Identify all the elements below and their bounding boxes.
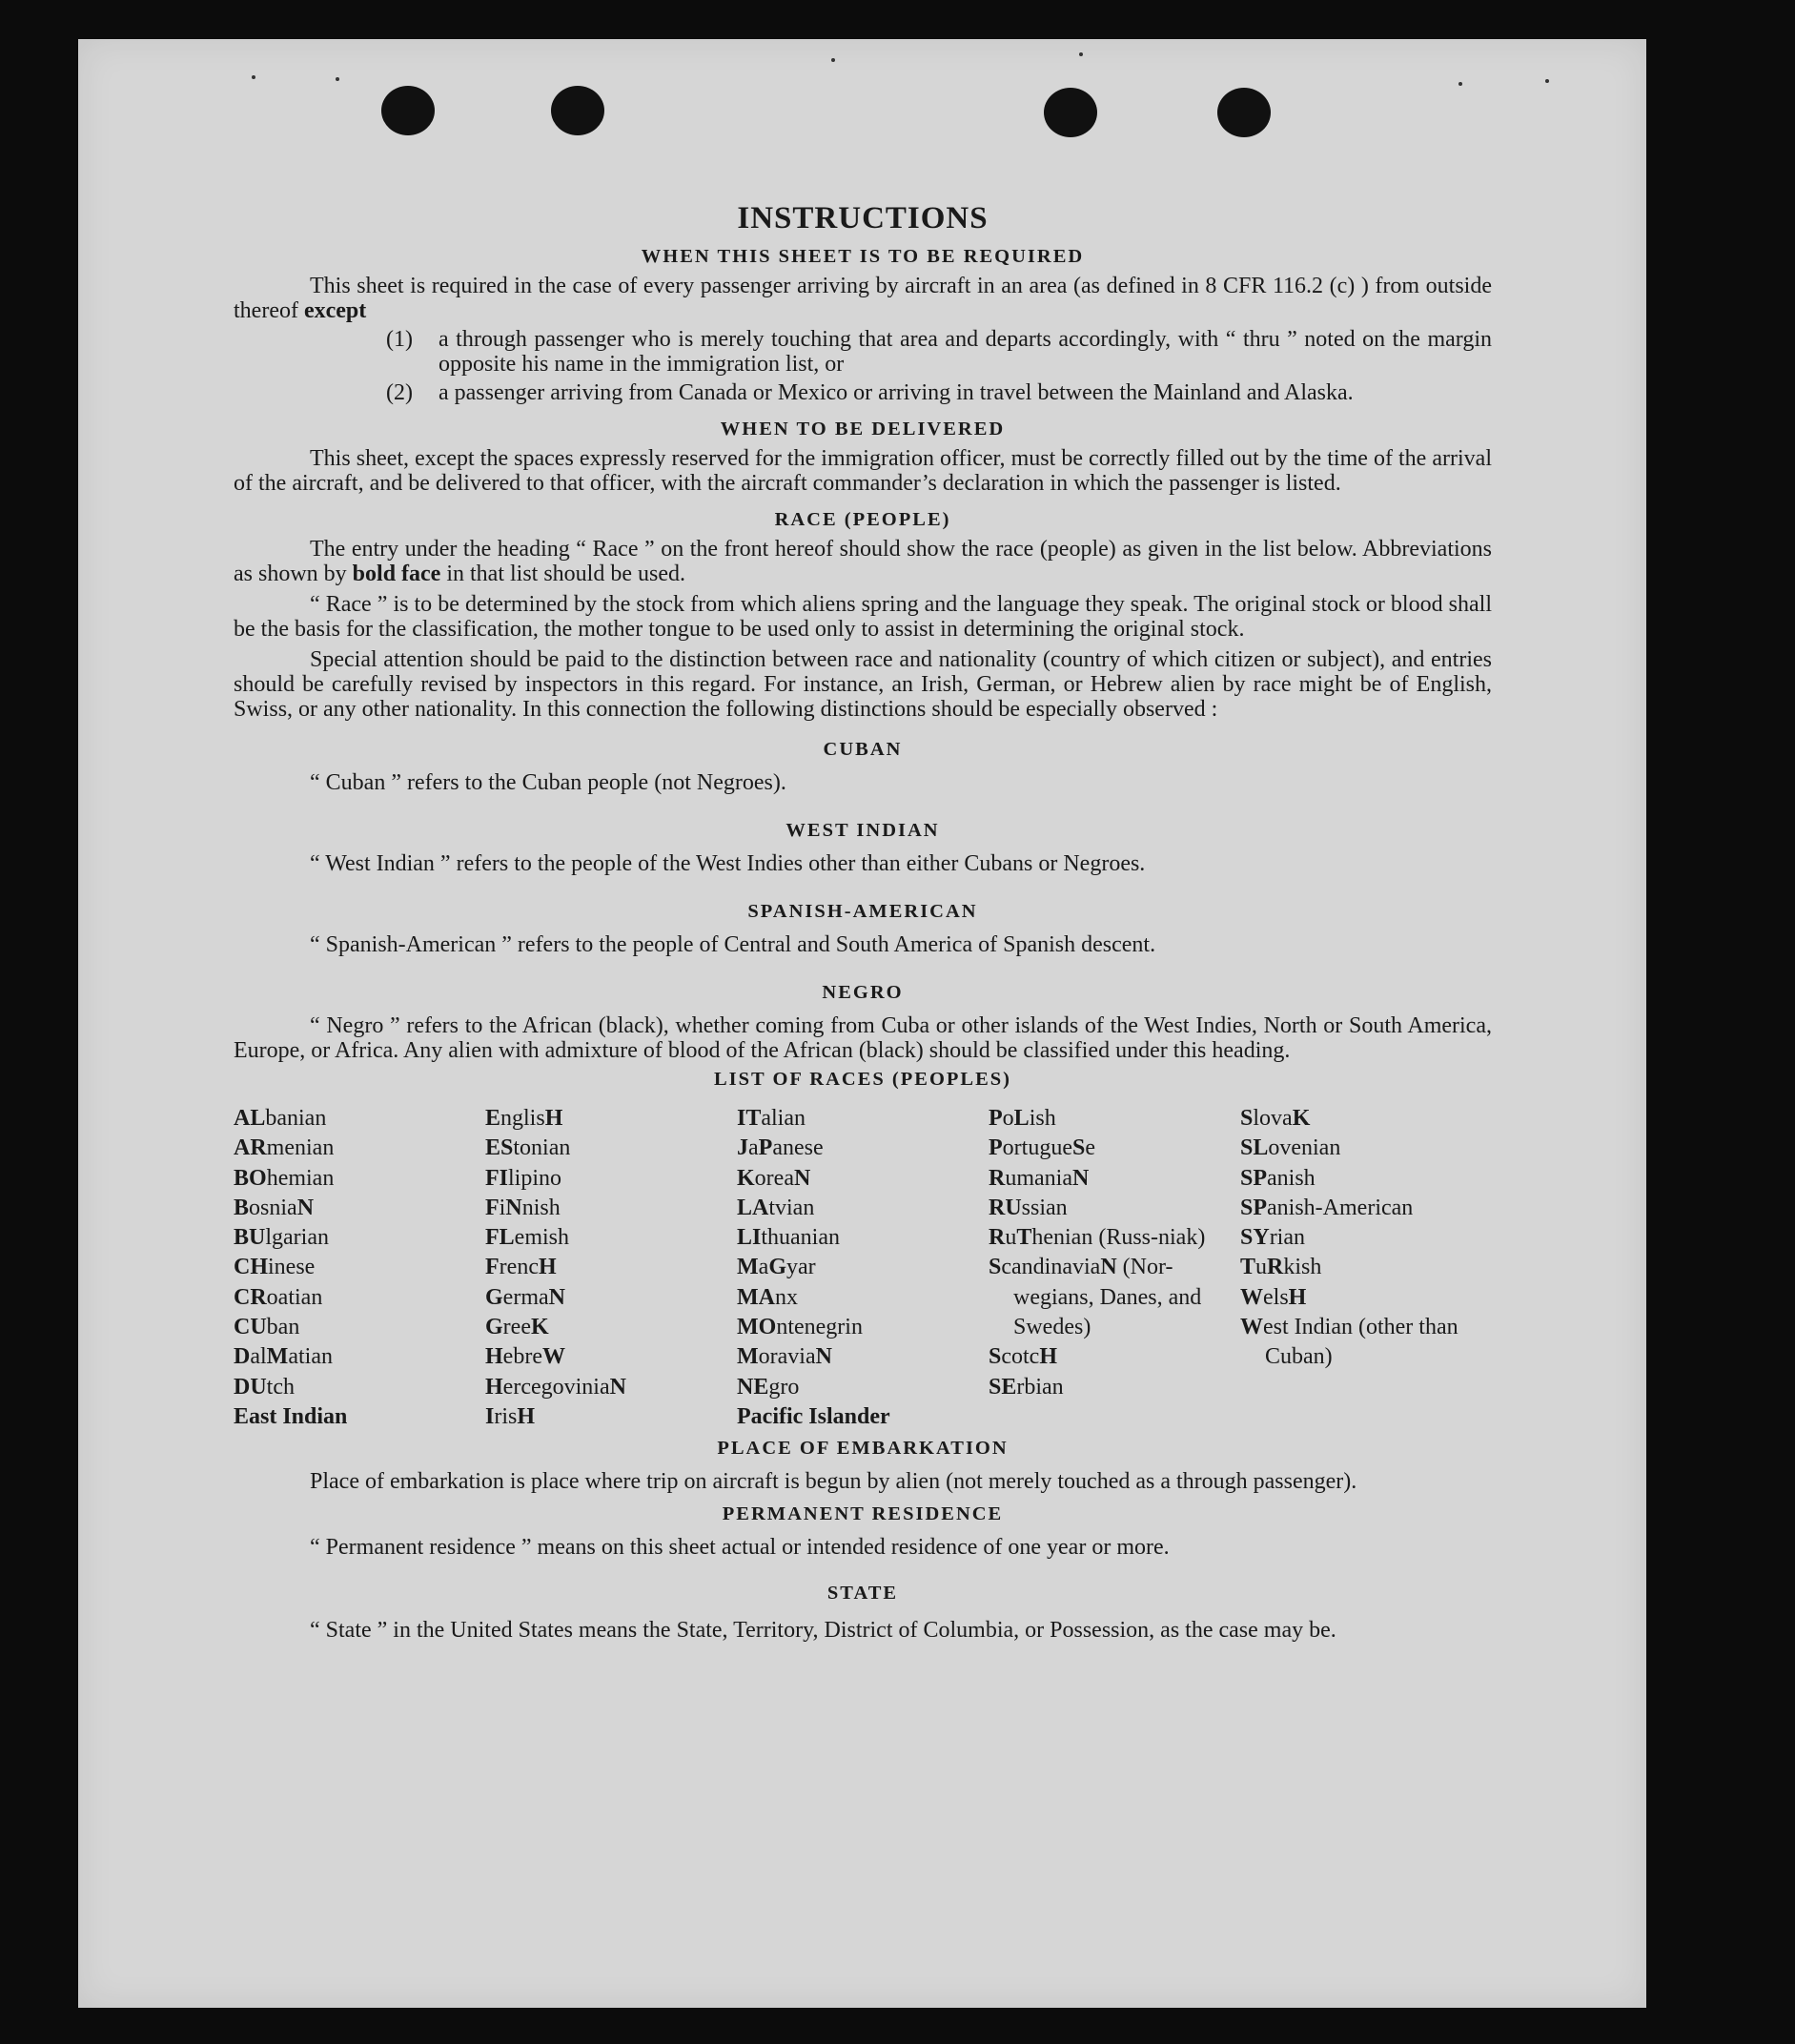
section-heading-west-indian: WEST INDIAN bbox=[785, 820, 940, 841]
section-heading-embarkation: PLACE OF EMBARKATION bbox=[717, 1438, 1009, 1460]
race-entry: BOhemian bbox=[234, 1165, 335, 1191]
dust-speck bbox=[1458, 82, 1462, 86]
race-entry: RuThenian (Russ-niak) bbox=[989, 1225, 1206, 1251]
race-entry: RumaniaN bbox=[989, 1165, 1090, 1191]
race-entry: NEgro bbox=[737, 1374, 800, 1400]
race-entry: CHinese bbox=[234, 1255, 316, 1280]
section-heading-negro: NEGRO bbox=[822, 982, 904, 1003]
race-entry: ScandinaviaN (Nor-wegians, Danes, and Swedes) bbox=[989, 1255, 1202, 1340]
race-entry: SErbian bbox=[989, 1374, 1064, 1400]
dust-speck bbox=[336, 77, 339, 81]
race-entry: BosniaN bbox=[234, 1195, 315, 1220]
race-entry: LIthuanian bbox=[737, 1225, 840, 1251]
race-entry: TuRkish bbox=[1240, 1255, 1322, 1280]
race-list bbox=[234, 1104, 1492, 1432]
race-entry: FiNnish bbox=[485, 1195, 561, 1220]
race-entry: ARmenian bbox=[234, 1135, 335, 1161]
race-entry: East Indian bbox=[234, 1403, 348, 1429]
section-heading-cuban: CUBAN bbox=[823, 739, 903, 760]
exception-item: (1) a through passenger who is merely touching that area and departs accordingly, with “ thru ” noted on the margin opposite his name in the immigration list, or bbox=[386, 327, 1492, 377]
race-entry: GreeK bbox=[485, 1315, 549, 1340]
race-paragraph-2: “ Race ” is to be determined by the stock from which aliens spring and the language they speak. The original stock or blood shall be the basis for the classification, the mother tongue to be used only to assist in determining the original stock. bbox=[234, 592, 1492, 642]
race-entry: HercegoviniaN bbox=[485, 1374, 626, 1400]
race-entry: MAnx bbox=[737, 1284, 798, 1310]
document-page bbox=[78, 39, 1646, 2008]
race-entry: DalMatian bbox=[234, 1344, 333, 1370]
cuban-text: “ Cuban ” refers to the Cuban people (not Negroes). bbox=[310, 770, 786, 795]
race-column bbox=[234, 1104, 485, 1432]
race-entry: Pacific Islander bbox=[737, 1403, 890, 1429]
race-entry: ScotcH bbox=[989, 1344, 1058, 1370]
exception-item: (2) a passenger arriving from Canada or Mexico or arriving in travel between the Mainland and Alaska. bbox=[386, 380, 1354, 405]
race-entry: JaPanese bbox=[737, 1135, 824, 1161]
race-entry: CRoatian bbox=[234, 1284, 323, 1310]
dust-speck bbox=[1545, 79, 1549, 83]
race-entry: West Indian (other than Cuban) bbox=[1240, 1315, 1458, 1370]
race-entry: WelsH bbox=[1240, 1284, 1307, 1310]
race-entry: KoreaN bbox=[737, 1165, 811, 1191]
race-entry: FrencH bbox=[485, 1255, 557, 1280]
page-title: INSTRUCTIONS bbox=[737, 201, 989, 235]
race-entry: SlovaK bbox=[1240, 1106, 1311, 1131]
race-entry: FLemish bbox=[485, 1225, 569, 1251]
race-entry: SLovenian bbox=[1240, 1135, 1341, 1161]
race-entry: SPanish bbox=[1240, 1165, 1316, 1191]
race-entry: RUssian bbox=[989, 1195, 1068, 1220]
embarkation-text: Place of embarkation is place where trip on aircraft is begun by alien (not merely touched as a through passenger). bbox=[310, 1469, 1357, 1495]
race-entry: PoLish bbox=[989, 1106, 1056, 1131]
race-entry: PortugueSe bbox=[989, 1135, 1095, 1161]
section-heading-delivered: WHEN TO BE DELIVERED bbox=[720, 419, 1006, 439]
dust-speck bbox=[831, 58, 835, 62]
race-column bbox=[989, 1104, 1240, 1432]
instructions-content bbox=[234, 166, 1492, 1643]
race-paragraph-1: The entry under the heading “ Race ” on the front hereof should show the race (people) as given in the list below. Abbreviations as shown by bold face in that list should be used. bbox=[234, 537, 1492, 586]
race-entry: ITalian bbox=[737, 1106, 806, 1131]
required-intro: This sheet is required in the case of every passenger arriving by aircraft in an area (as defined in 8 CFR 116.2 (c) ) from outside thereof except bbox=[234, 274, 1492, 323]
punch-hole bbox=[1044, 88, 1097, 137]
delivered-text: This sheet, except the spaces expressly reserved for the immigration officer, must be correctly filled out by the time of the arrival of the aircraft, and be delivered to that officer, with the aircraft commander’s declaration in which the passenger is listed. bbox=[234, 446, 1492, 496]
race-entry: LAtvian bbox=[737, 1195, 815, 1220]
section-heading-residence: PERMANENT RESIDENCE bbox=[722, 1503, 1004, 1525]
west-indian-text: “ West Indian ” refers to the people of the West Indies other than either Cubans or Negroes. bbox=[310, 851, 1146, 876]
punch-hole bbox=[381, 86, 435, 135]
race-entry: MOntenegrin bbox=[737, 1315, 863, 1340]
race-column bbox=[737, 1104, 989, 1432]
section-heading-state: STATE bbox=[826, 1583, 899, 1605]
race-entry: BUlgarian bbox=[234, 1225, 329, 1251]
punch-hole bbox=[1217, 88, 1271, 137]
race-entry: SYrian bbox=[1240, 1225, 1305, 1251]
spanish-american-text: “ Spanish-American ” refers to the people of Central and South America of Spanish descent. bbox=[310, 932, 1156, 957]
race-entry: ALbanian bbox=[234, 1106, 327, 1131]
state-text: “ State ” in the United States means the State, Territory, District of Columbia, or Possession, as the case may be. bbox=[310, 1618, 1336, 1644]
section-heading-list: LIST OF RACES (PEOPLES) bbox=[714, 1069, 1011, 1090]
race-entry: EStonian bbox=[485, 1135, 571, 1161]
residence-text: “ Permanent residence ” means on this sheet actual or intended residence of one year or more. bbox=[310, 1535, 1170, 1561]
race-paragraph-3: Special attention should be paid to the distinction between race and nationality (country of which citizen or subject), and entries should be carefully revised by inspectors in this regard. For instance, an Irish, German, or Hebrew alien by race might be of English, Swiss, or any other nationality. In this connection the following distinctions should be especially observed : bbox=[234, 647, 1492, 722]
section-heading-race: RACE (PEOPLE) bbox=[774, 509, 951, 530]
race-entry: GermaN bbox=[485, 1284, 565, 1310]
race-entry: FIlipino bbox=[485, 1165, 562, 1191]
race-entry: DUtch bbox=[234, 1374, 295, 1400]
race-column bbox=[485, 1104, 737, 1432]
race-column bbox=[1240, 1104, 1492, 1432]
race-entry: EnglisH bbox=[485, 1106, 563, 1131]
section-heading-spanish-american: SPANISH-AMERICAN bbox=[747, 901, 978, 922]
dust-speck bbox=[1079, 52, 1083, 56]
punch-hole bbox=[551, 86, 604, 135]
race-entry: SPanish-American bbox=[1240, 1195, 1414, 1220]
negro-text: “ Negro ” refers to the African (black), whether coming from Cuba or other islands of the West Indies, North or South America, Europe, or Africa. Any alien with admixture of blood of the African (black) should be classified under this heading. bbox=[234, 1013, 1492, 1063]
dust-speck bbox=[252, 75, 255, 79]
race-entry: MaGyar bbox=[737, 1255, 816, 1280]
race-entry: HebreW bbox=[485, 1344, 565, 1370]
race-entry: CUban bbox=[234, 1315, 300, 1340]
race-entry: MoraviaN bbox=[737, 1344, 832, 1370]
race-entry: IrisH bbox=[485, 1403, 536, 1429]
section-heading-required: WHEN THIS SHEET IS TO BE REQUIRED bbox=[641, 246, 1085, 267]
